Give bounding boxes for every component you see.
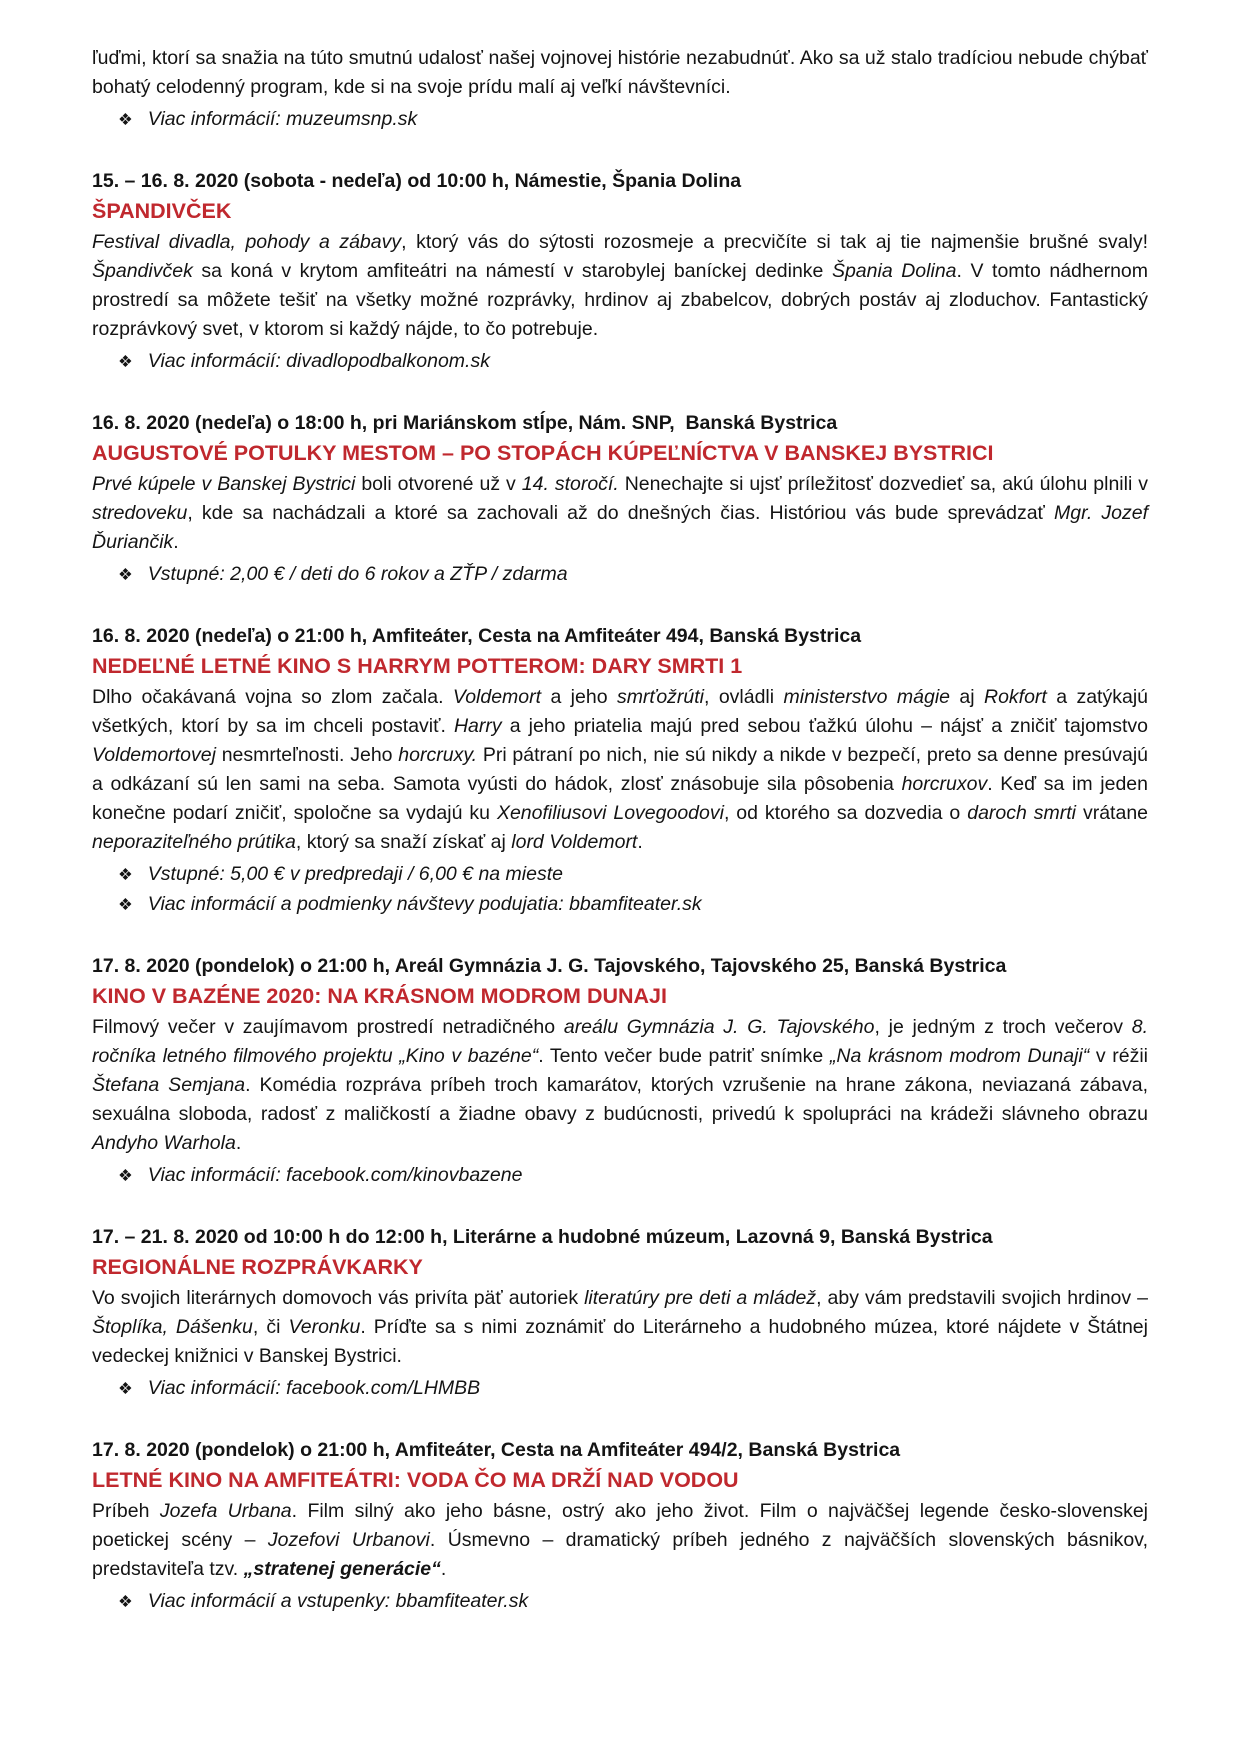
event-date-location: 16. 8. 2020 (nedeľa) o 21:00 h, Amfiteáter, Cesta na Amfiteáter 494, Banská Bystrica [92,625,862,647]
event-title: KINO V BAZÉNE 2020: NA KRÁSNOM MODROM DUNAJI [92,984,667,1008]
text-run: Rokfort [983,686,1047,708]
text-run: aj [950,686,984,708]
text-run: a jeho priatelia majú pred sebou ťažkú úlohu – nájsť a zničiť tajomstvo [501,715,1148,737]
text-run: „Na krásnom modrom Dunaji“ [829,1045,1090,1067]
text-run: Jozefovi Urbanovi [267,1529,430,1551]
event-bullet-list [92,1161,1148,1191]
event-bullet-list [92,1587,1148,1617]
text-run: Harry [453,715,502,737]
text-run: . [173,531,179,553]
text-run: Špania Dolina [831,260,957,282]
bullet-text: Viac informácií a podmienky návštevy podujatia: bbamfiteater.sk [147,893,702,915]
text-run: a zatýkajú všetkých, ktorí by sa im chceli postaviť. [92,686,1148,737]
text-run: Dlho očakávaná vojna so zlom začala. [92,686,453,708]
text-run: horcruxy. [398,744,478,766]
event-section [92,621,1148,920]
bullet-item [118,105,1148,135]
text-run: , je jedným z troch večerov [874,1016,1132,1038]
event-description [92,1013,1148,1158]
bullet-item [118,347,1148,377]
text-run: ministerstvo mágie [783,686,951,708]
text-run: a jeho [541,686,617,708]
text-run: Príbeh [92,1500,160,1522]
text-run: Jozefa Urbana [159,1500,292,1522]
bullet-item [118,1161,1148,1191]
event-title: NEDEĽNÉ LETNÉ KINO S HARRYM POTTEROM: DARY SMRTI 1 [92,654,743,678]
text-run: v réžii [1089,1045,1149,1067]
event-date-location: 15. – 16. 8. 2020 (sobota - nedeľa) od 10:00 h, Námestie, Špania Dolina [92,170,742,192]
event-section [92,1435,1148,1617]
bullet-text: Viac informácií: facebook.com/LHMBB [147,1377,481,1399]
event-title: LETNÉ KINO NA AMFITEÁTRI: VODA ČO MA DRŽÍ NAD VODOU [92,1468,739,1492]
bullet-text: Vstupné: 5,00 € v predpredaji / 6,00 € na mieste [147,863,563,885]
event-description [92,683,1148,857]
text-run: . [235,1132,242,1154]
text-run: . Komédia rozpráva príbeh troch kamarátov, ktorých vzrušenie na hrane zákona, neviazaná zábava, sexuálna sloboda, radosť z maličkostí a žiadne obavy z budúcnosti, privedú k spolupráci na krádeži slávneho obrazu [92,1074,1148,1125]
text-run: 14. storočí. [521,473,619,495]
event-section [92,1222,1148,1404]
diamond-bullet-icon: ❖ [118,1167,133,1185]
event-bullet-list [92,347,1148,377]
text-run: stredoveku [92,502,188,524]
bullet-item [118,890,1148,920]
text-run: , od ktorého sa dozvedia o [723,802,968,824]
text-run: Pri pátraní po nich, nie sú nikdy a nikde v bezpečí, preto sa denne presúvajú a odkázaní sú len sami na seba. Samota vyústi do hádok, zlosť znásobuje sila pôsobenia [92,744,1148,795]
bullet-text: Viac informácií: divadlopodbalkonom.sk [147,350,490,372]
text-run: Andyho Warhola [92,1132,236,1154]
text-run: , kde sa nachádzali a ktoré sa zachovali až do dnešných čias. Históriou vás bude sprevádzať [187,502,1054,524]
text-run: . V tomto nádhernom prostredí sa môžete tešiť na všetky možné rozprávky, hrdinov aj zbabelcov, dobrých postáv aj zloduchov. Fantastický rozprávkový svet, v ktorom si každý nájde, to čo potrebuje. [92,260,1149,340]
event-description [92,1284,1148,1371]
text-run: ľuďmi, ktorí sa snažia na túto smutnú udalosť našej vojnovej histórie nezabudnúť. Ako sa už stalo tradíciou nebude chýbať bohatý celodenný program, kde si na svoje prídu malí aj veľkí návštevníci. [92,47,1148,98]
text-run: Špandivček [92,260,193,282]
bullet-item [118,1587,1148,1617]
text-run: daroch smrti [967,802,1077,824]
event-bullet-list [92,560,1148,590]
text-run: Veronku [288,1316,361,1338]
text-run: areálu Gymnázia J. G. Tajovského [563,1016,875,1038]
event-section [92,951,1148,1191]
text-run: , aby vám predstavili svojich hrdinov – [816,1287,1148,1309]
text-run: smrťožrúti [616,686,705,708]
bullet-text: Viac informácií: facebook.com/kinovbazene [147,1164,523,1186]
diamond-bullet-icon: ❖ [118,1593,133,1611]
event-description [92,228,1148,344]
event-section [92,166,1148,377]
text-run: vrátane [1076,802,1149,824]
event-date-location: 17. – 21. 8. 2020 od 10:00 h do 12:00 h, Literárne a hudobné múzeum, Lazovná 9, Banská Bystrica [92,1226,993,1248]
text-run: Xenofiliusovi Lovegoodovi [496,802,724,824]
event-section [92,408,1148,590]
text-run: . [637,831,643,853]
event-title: REGIONÁLNE ROZPRÁVKARKY [92,1255,423,1279]
text-run: Festival divadla, pohody a zábavy [92,231,402,253]
event-bullet-list [92,1374,1148,1404]
event-list [92,166,1148,1617]
text-run: boli otvorené už v [355,473,522,495]
text-run: Voldemortovej [92,744,216,766]
diamond-bullet-icon: ❖ [118,1380,133,1398]
text-run: Prvé kúpele v Banskej Bystrici [92,473,356,495]
bullet-text: Vstupné: 2,00 € / deti do 6 rokov a ZŤP / zdarma [147,563,568,585]
text-run: 8. ročníka letného filmového projektu „Kino v bazéne“ [92,1016,1148,1067]
text-run: , ktorý vás do sýtosti rozosmeje a precvičíte si tak aj tie najmenšie brušné svaly! [401,231,1149,253]
intro-bullet-list [92,105,1148,135]
bullet-text: Viac informácií: muzeumsnp.sk [147,108,418,130]
text-run: , ktorý sa snaží získať aj [295,831,512,853]
diamond-bullet-icon: ❖ [118,896,133,914]
text-run: , či [252,1316,289,1338]
text-run: literatúry pre deti a mládež [584,1287,817,1309]
event-date-location: 17. 8. 2020 (pondelok) o 21:00 h, Amfiteáter, Cesta na Amfiteáter 494/2, Banská Bystrica [92,1439,901,1461]
bullet-item [118,860,1148,890]
text-run: Mgr. Jozef Ďuriančik [92,502,1148,553]
text-run: Štefana Semjana [92,1074,246,1096]
text-run: neporaziteľného prútika [92,831,296,853]
text-run: . Film silný ako jeho básne, ostrý ako jeho život. Film o najväčšej legende česko-slovenskej poetickej scény – [92,1500,1148,1551]
text-run: . Príďte sa s nimi zoznámiť do Literárneho a hudobného múzea, ktoré nájdete v Štátnej vedeckej knižnici v Banskej Bystrici. [92,1316,1148,1367]
event-description [92,1497,1148,1584]
event-date-location: 17. 8. 2020 (pondelok) o 21:00 h, Areál Gymnázia J. G. Tajovského, Tajovského 25, Banská Bystrica [92,955,1007,977]
bullet-item [118,1374,1148,1404]
text-run: nesmrteľnosti. Jeho [215,744,399,766]
text-run: sa koná v krytom amfiteátri na námestí v starobylej baníckej dedinke [192,260,832,282]
text-run: „stratenej generácie“ [243,1558,441,1580]
text-run: . [440,1558,447,1580]
event-date-location: 16. 8. 2020 (nedeľa) o 18:00 h, pri Mariánskom stĺpe, Nám. SNP, Banská Bystrica [92,412,838,434]
diamond-bullet-icon: ❖ [118,566,133,584]
text-run: lord Voldemort [511,831,638,853]
text-run: . Tento večer bude patriť snímke [538,1045,830,1067]
text-run: Vo svojich literárnych domovoch vás privíta päť autoriek [92,1287,585,1309]
text-run: . Keď sa im jeden konečne podarí zničiť, spoločne sa vydajú ku [92,773,1149,824]
event-title: AUGUSTOVÉ POTULKY MESTOM – PO STOPÁCH KÚPEĽNÍCTVA V BANSKEJ BYSTRICI [92,441,994,465]
diamond-bullet-icon: ❖ [118,866,133,884]
text-run: Nenechajte si ujsť príležitosť dozvedieť sa, akú úlohu plnili v [618,473,1148,495]
text-run: Voldemort [452,686,542,708]
diamond-bullet-icon: ❖ [118,353,133,371]
bullet-text: Viac informácií a vstupenky: bbamfiteater.sk [147,1590,529,1612]
text-run: horcruxov [901,773,988,795]
bullet-item [118,560,1148,590]
text-run: . Úsmevno – dramatický príbeh jedného z najväčších slovenských básnikov, predstaviteľa tzv. [92,1529,1148,1580]
event-description [92,470,1148,557]
text-run: , ovládli [704,686,784,708]
text-run: Filmový večer v zaujímavom prostredí netradičného [92,1016,564,1038]
intro-paragraph [92,44,1148,102]
text-run: Štoplíka, Dášenku [92,1316,253,1338]
event-bullet-list [92,860,1148,920]
event-title: ŠPANDIVČEK [92,199,232,223]
diamond-bullet-icon: ❖ [118,111,133,129]
